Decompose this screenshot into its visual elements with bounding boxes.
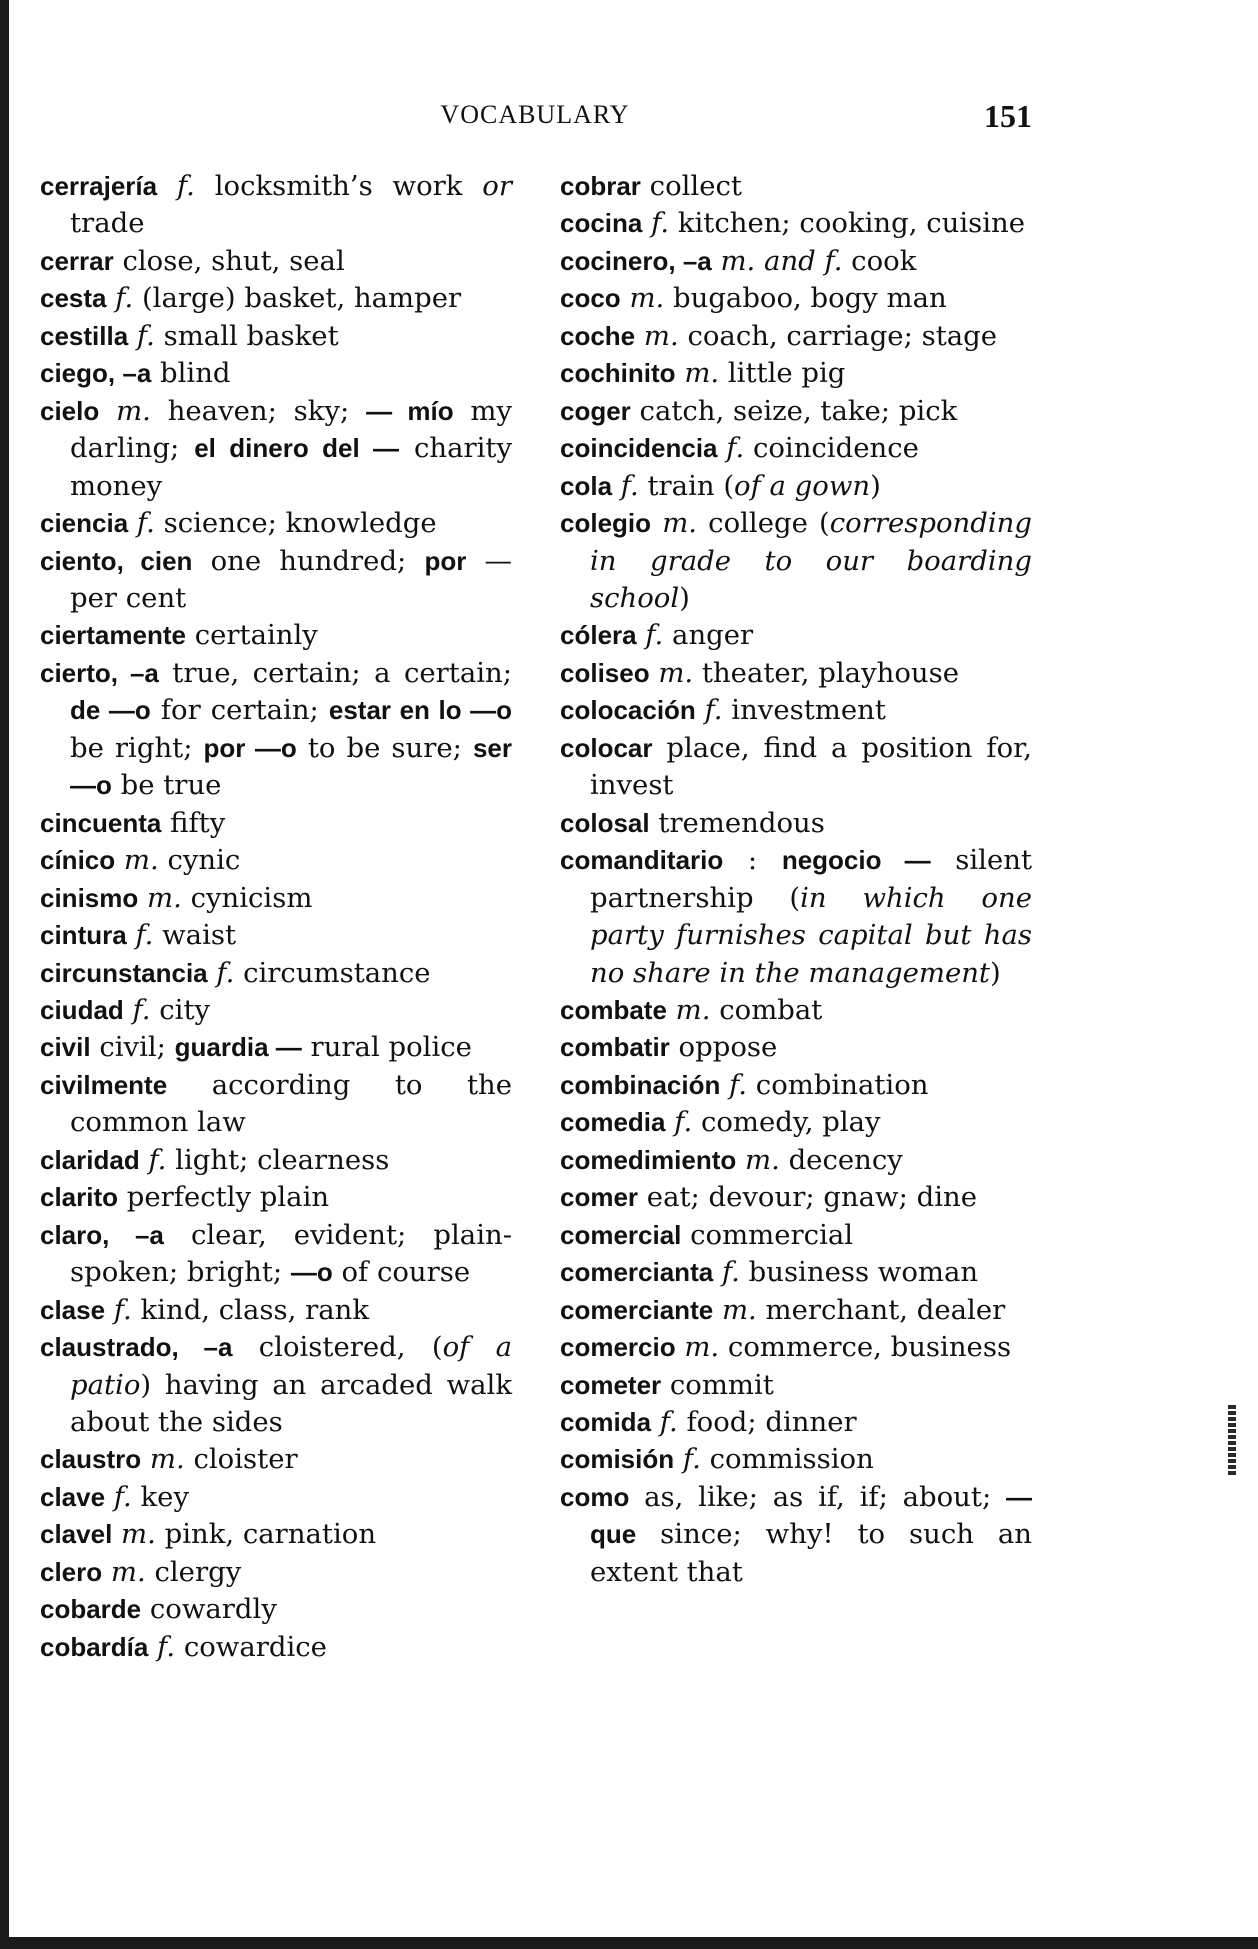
page-header (40, 100, 1030, 140)
italic-note: in which one party furnishes capital but has no share in the management (590, 881, 1032, 989)
vocab-entry (560, 1404, 1032, 1441)
phrase: por —o (203, 732, 297, 763)
definition-text (138, 882, 147, 914)
headword: combatir (560, 1032, 670, 1063)
vocab-entry (560, 1479, 1032, 1591)
phrase: — mío (366, 395, 454, 426)
definition-text: kitchen; cooking, cuisine (669, 207, 1026, 240)
italic-note: f. (645, 619, 664, 652)
headword: colegio (560, 508, 652, 539)
headword: clave (40, 1481, 106, 1512)
vocab-entry (40, 992, 512, 1029)
definition-text: silent partnership ( (590, 844, 1032, 914)
definition-text: cook (842, 244, 917, 277)
headword: comercio (560, 1332, 676, 1363)
definition-text (676, 357, 685, 389)
definition-text: ) (870, 469, 881, 502)
headword: claridad (40, 1144, 140, 1175)
vocab-entry (560, 355, 1032, 392)
definition-text: of course (332, 1256, 471, 1289)
definition-text (112, 1518, 121, 1550)
headword: coliseo (560, 657, 650, 688)
page-edge-bottom (0, 1937, 1258, 1949)
vocab-entry (560, 692, 1032, 729)
definition-text: place, find a position for, invest (590, 731, 1032, 802)
headword: cochinito (560, 358, 676, 389)
definition-text: combat (710, 993, 823, 1026)
italic-note: f. (729, 1068, 748, 1101)
vocab-entry (560, 1367, 1032, 1404)
definition-text (696, 694, 705, 726)
definition-text: commit (661, 1368, 774, 1401)
vocab-entry (40, 1441, 512, 1478)
headword: cincuenta (40, 807, 162, 838)
definition-text: coincidence (744, 432, 919, 465)
definition-text: : (723, 844, 782, 877)
italic-note: m. (721, 1293, 757, 1326)
headword: como (560, 1481, 630, 1512)
italic-note: f. (157, 1630, 176, 1663)
definition-text: little pig (719, 357, 846, 390)
definition-text: city (150, 993, 211, 1026)
definition-text: catch, seize, take; pick (630, 394, 958, 427)
headword: cometer (560, 1369, 662, 1400)
vocab-entry (560, 617, 1032, 654)
headword: cocinero, –a (560, 245, 712, 276)
headword: comer (560, 1182, 639, 1213)
vocab-entry (40, 1292, 512, 1329)
definition-text (713, 1256, 722, 1288)
definition-text: perfectly plain (118, 1181, 330, 1214)
vocab-entry (560, 393, 1032, 430)
headword: comedimiento (560, 1144, 737, 1175)
page-edge-left (0, 0, 9, 1949)
definition-text: business woman (739, 1256, 979, 1289)
headword: cielo (40, 395, 100, 426)
definition-text: cynicism (181, 881, 313, 914)
vocab-entry (560, 1254, 1032, 1291)
definition-text: kind, class, rank (131, 1293, 369, 1326)
italic-note: f. (659, 1405, 678, 1438)
definition-text (720, 1069, 729, 1101)
definition-text: according to the common law (70, 1068, 512, 1139)
headword: ciertamente (40, 620, 186, 651)
headword: cinismo (40, 882, 139, 913)
phrase: de —o (70, 695, 151, 726)
vocab-entry (560, 280, 1032, 317)
definition-text: ) (679, 581, 690, 614)
definition-text: for certain; (150, 694, 329, 727)
headword: cobarde (40, 1594, 142, 1625)
definition-text: — per cent (70, 544, 513, 614)
vocab-entry (40, 318, 512, 355)
italic-note: m. (123, 844, 159, 877)
vocab-entry (560, 805, 1032, 842)
definition-text: train ( (638, 469, 735, 502)
italic-note: f. (651, 207, 670, 240)
vocab-entry (560, 1217, 1032, 1254)
definition-text (141, 1443, 150, 1475)
definition-text (105, 1294, 114, 1326)
definition-text (642, 207, 651, 239)
definition-text (651, 507, 662, 539)
italic-note: m. (149, 1443, 185, 1476)
headword: colocar (560, 732, 653, 763)
definition-text: merchant, dealer (756, 1293, 1006, 1326)
definition-text: civil; (90, 1031, 175, 1064)
definition-text (124, 994, 133, 1026)
vocab-entry (40, 1591, 512, 1628)
italic-note: f. (721, 1256, 740, 1289)
italic-note: or (482, 170, 512, 202)
definition-text: true, certain; a certain; (158, 656, 513, 689)
definition-text: commercial (681, 1218, 854, 1251)
definition-text: food; dinner (677, 1405, 857, 1438)
vocab-entry (40, 168, 512, 243)
phrase: ser —o (70, 732, 512, 801)
vocab-entry (40, 1554, 512, 1591)
definition-text: be true (111, 769, 222, 802)
definition-text: oppose (669, 1031, 778, 1064)
definition-text (148, 1631, 157, 1663)
vocab-entry (560, 318, 1032, 355)
definition-text (128, 320, 137, 352)
definition-text: small basket (154, 319, 339, 352)
vocab-entry (40, 1179, 512, 1216)
vocab-entry (560, 1179, 1032, 1216)
definition-text (736, 1144, 745, 1176)
definition-text: rural police (301, 1031, 472, 1064)
definition-text: clergy (145, 1555, 242, 1588)
scan-mark (1228, 1405, 1236, 1475)
definition-text: be right; (70, 731, 204, 764)
right-column (560, 168, 1032, 1591)
italic-note: m. and f. (720, 244, 843, 277)
headword: ciudad (40, 994, 124, 1025)
italic-note: f. (135, 919, 154, 952)
italic-note: m. (629, 282, 665, 315)
definition-text: bugaboo, bogy man (664, 282, 947, 315)
definition-text: waist (153, 919, 237, 952)
definition-text: tremendous (649, 806, 825, 839)
headword: civilmente (40, 1069, 168, 1100)
headword: claro, –a (40, 1219, 164, 1250)
definition-text: investment (722, 694, 886, 727)
headword: cocina (560, 208, 643, 239)
italic-note: m. (684, 1331, 720, 1364)
headword: cobardía (40, 1631, 149, 1662)
vocab-entry (40, 617, 512, 654)
italic-note: corresponding in grade to our boarding school (590, 507, 1032, 614)
definition-text: theater, playhouse (693, 656, 959, 689)
definition-text (612, 470, 621, 502)
definition-text: anger (663, 619, 754, 652)
definition-text: heaven; sky; (150, 394, 367, 427)
definition-text: blind (151, 357, 231, 390)
definition-text: college ( (697, 507, 830, 540)
phrase: guardia — (174, 1032, 302, 1063)
italic-note: f. (132, 993, 151, 1026)
italic-note: f. (113, 1480, 132, 1513)
definition-text: since; why! to such an extent that (590, 1518, 1032, 1588)
phrase: —o (290, 1257, 333, 1288)
headword: ciego, –a (40, 358, 152, 389)
definition-text: close, shut, seal (113, 244, 345, 277)
definition-text (674, 1443, 683, 1475)
definition-text: key (131, 1480, 189, 1513)
vocab-entry (40, 880, 512, 917)
headword: cerrar (40, 245, 114, 276)
definition-text (99, 395, 116, 427)
italic-note: of a patio (70, 1331, 513, 1401)
italic-note: f. (136, 507, 155, 540)
vocab-entry (560, 205, 1032, 242)
definition-text: cowardly (141, 1593, 277, 1626)
definition-text: cynic (158, 844, 241, 877)
definition-text: fifty (161, 806, 226, 839)
definition-text (107, 282, 116, 314)
vocab-entry (560, 1067, 1032, 1104)
vocab-entry (560, 730, 1032, 805)
definition-text: coach, carriage; stage (678, 319, 998, 352)
headword: comida (560, 1406, 652, 1437)
vocab-entry (40, 543, 512, 618)
definition-text: pink, carnation (155, 1518, 377, 1551)
vocab-entry (40, 955, 512, 992)
headword: coche (560, 320, 636, 351)
definition-text: science; knowledge (154, 507, 437, 540)
headword: clase (40, 1294, 106, 1325)
definition-text (635, 320, 644, 352)
phrase: el dinero del — (194, 433, 400, 464)
running-title: VOCABULARY (440, 100, 630, 129)
headword: coincidencia (560, 433, 718, 464)
vocab-entry (560, 842, 1032, 992)
headword: cestilla (40, 320, 129, 351)
definition-text (718, 432, 727, 464)
vocab-entry (40, 1217, 512, 1292)
definition-text: locksmith’s work (194, 170, 483, 202)
italic-note: m. (121, 1518, 156, 1551)
vocab-entry (40, 655, 512, 805)
definition-text (102, 1556, 111, 1588)
vocab-entry (40, 1479, 512, 1516)
headword: comedia (560, 1107, 666, 1138)
headword: comercianta (560, 1257, 714, 1288)
headword: cierto, –a (40, 657, 159, 688)
headword: claustro (40, 1444, 142, 1475)
headword: cintura (40, 920, 127, 951)
definition-text: cloister (184, 1443, 298, 1476)
italic-note: f. (113, 1293, 132, 1326)
vocab-entry (560, 168, 1032, 205)
vocab-entry (40, 1142, 512, 1179)
definition-text (115, 844, 124, 876)
definition-text (667, 994, 676, 1026)
definition-text (666, 1106, 675, 1138)
page-number: 151 (984, 98, 1032, 134)
vocab-entry (560, 1441, 1032, 1478)
definition-text: ) having an arcaded walk about the sides (70, 1368, 512, 1438)
italic-note: f. (682, 1443, 701, 1476)
vocab-entry (560, 243, 1032, 280)
vocab-entry (40, 355, 512, 392)
definition-text: cloistered, ( (232, 1331, 443, 1364)
vocab-entry (560, 430, 1032, 467)
italic-note: f. (115, 282, 134, 315)
italic-note: m. (110, 1555, 146, 1588)
definition-text (105, 1481, 114, 1513)
headword: colosal (560, 807, 650, 838)
vocab-entry (560, 1142, 1032, 1179)
definition-text (128, 507, 137, 539)
headword: combate (560, 994, 667, 1025)
italic-note: m. (684, 357, 720, 390)
vocab-entry (40, 917, 512, 954)
definition-text: my darling; (70, 394, 512, 465)
italic-note: m. (658, 656, 694, 689)
phrase: — que (590, 1481, 1032, 1550)
definition-text: commerce, business (719, 1331, 1012, 1364)
vocab-entry (560, 1329, 1032, 1366)
phrase: estar en lo —o (328, 695, 513, 726)
phrase: por (424, 545, 467, 576)
left-column (40, 168, 512, 1666)
vocab-entry (560, 1292, 1032, 1329)
italic-note: f. (674, 1106, 693, 1139)
headword: circunstancia (40, 957, 208, 988)
definition-text (157, 170, 177, 202)
vocab-entry (40, 842, 512, 879)
italic-note: m. (643, 319, 679, 352)
headword: coco (560, 283, 621, 314)
vocab-entry (40, 1029, 512, 1066)
italic-note: f. (136, 319, 155, 352)
vocab-entry (40, 280, 512, 317)
italic-note: f. (704, 694, 723, 727)
definition-text (713, 1294, 722, 1326)
vocab-entry (40, 1329, 512, 1441)
headword: clarito (40, 1182, 119, 1213)
headword: cerrajería (40, 171, 158, 201)
definition-text: one hundred; (192, 544, 425, 577)
headword: civil (40, 1032, 91, 1063)
definition-text (651, 1406, 660, 1438)
definition-text: collect (640, 170, 742, 202)
vocab-entry (560, 468, 1032, 505)
vocab-entry (40, 393, 512, 505)
italic-note: f. (726, 432, 745, 465)
headword: clavel (40, 1519, 113, 1550)
headword: cínico (40, 845, 116, 876)
definition-text: charity money (70, 432, 512, 502)
headword: comanditario (560, 845, 724, 876)
vocab-entry (560, 992, 1032, 1029)
headword: cola (560, 470, 613, 501)
definition-text: decency (779, 1143, 903, 1176)
definition-text: combination (747, 1068, 929, 1101)
italic-note: f. (176, 170, 195, 202)
headword: comerciante (560, 1294, 714, 1325)
italic-note: m. (116, 394, 151, 427)
italic-note: m. (745, 1143, 780, 1176)
headword: coger (560, 395, 631, 426)
definition-text: as, like; as if, if; about; (629, 1480, 1006, 1513)
phrase: negocio — (781, 845, 931, 876)
definition-text: comedy, play (692, 1106, 881, 1139)
headword: claustrado, –a (40, 1332, 233, 1363)
italic-note: m. (662, 507, 698, 540)
vocab-entry (40, 1067, 512, 1142)
italic-note: m. (147, 881, 182, 914)
definition-text: (large) basket, hamper (133, 282, 462, 315)
definition-text: clear, evident; plain-spoken; bright; (70, 1218, 513, 1289)
vocab-entry (560, 655, 1032, 692)
italic-note: of a gown (734, 469, 871, 502)
vocab-entry (40, 1516, 512, 1553)
headword: comercial (560, 1219, 682, 1250)
headword: ciento, cien (40, 545, 193, 576)
vocab-entry (40, 243, 512, 280)
italic-note: f. (620, 469, 639, 502)
headword: colocación (560, 695, 696, 726)
definition-text: trade (70, 207, 145, 240)
headword: ciencia (40, 508, 129, 539)
definition-text: to be sure; (296, 731, 473, 764)
definition-text: eat; devour; gnaw; dine (638, 1181, 977, 1214)
vocab-entry (40, 505, 512, 542)
definition-text: light; clearness (166, 1143, 390, 1176)
vocab-entry (560, 505, 1032, 617)
vocab-entry (560, 1104, 1032, 1141)
italic-note: m. (675, 993, 711, 1026)
definition-text: cowardice (175, 1630, 327, 1663)
definition-text: ) (990, 956, 1001, 989)
headword: clero (40, 1556, 103, 1587)
vocab-entry (40, 1629, 512, 1666)
definition-text: commission (700, 1443, 874, 1476)
definition-text: certainly (185, 619, 318, 652)
definition-text: circumstance (234, 956, 431, 989)
vocab-entry (560, 1029, 1032, 1066)
vocab-entry (40, 805, 512, 842)
headword: comisión (560, 1444, 675, 1475)
headword: cólera (560, 620, 637, 651)
headword: cobrar (560, 171, 641, 201)
italic-note: f. (148, 1143, 167, 1176)
headword: cesta (40, 283, 107, 314)
headword: combinación (560, 1069, 721, 1100)
italic-note: f. (216, 956, 235, 989)
